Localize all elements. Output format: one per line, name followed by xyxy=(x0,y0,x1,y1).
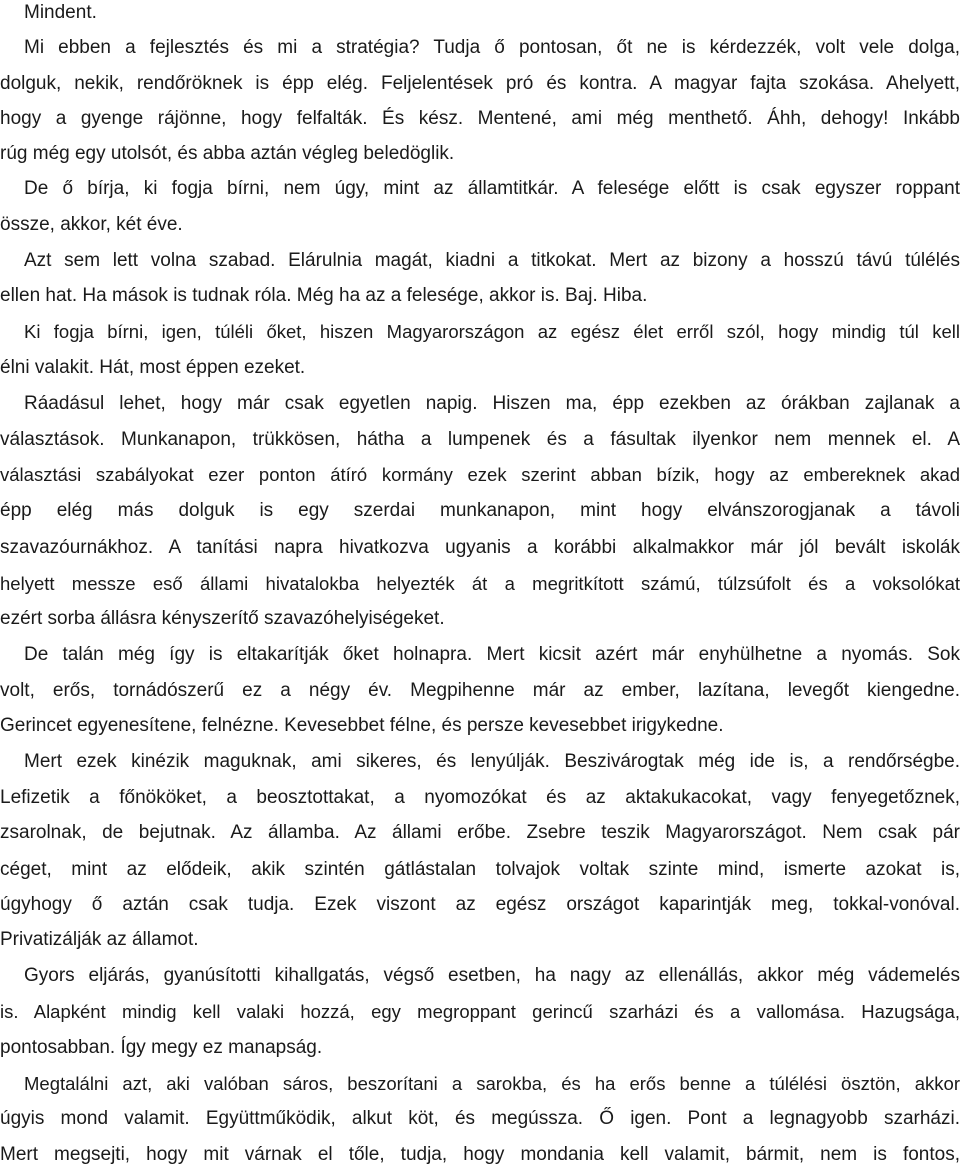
text-line: zsarolnak, de bejutnak. Az államba. Az állami erőbe. Zsebre teszik Magyarországot. Nem csak pár xyxy=(0,822,960,843)
text-line: élni valakit. Hát, most éppen ezeket. xyxy=(0,357,306,378)
text-line: Megtalálni azt, aki valóban sáros, beszorítani a sarokba, és ha erős benne a túlélési ösztön, akkor xyxy=(24,1073,960,1094)
text-line: rúg még egy utolsót, és abba aztán végleg beledöglik. xyxy=(0,143,455,164)
text-line: Lefizetik a főnököket, a beosztottakat, a nyomozókat és az aktakukacokat, vagy fenyegetőznek, xyxy=(0,787,960,808)
text-line: Privatizálják az államot. xyxy=(0,929,199,950)
text-line: Gerincet egyenesítene, felnézne. Kevesebbet félne, és persze kevesebbet irigykedne. xyxy=(0,715,724,736)
text-line: De ő bírja, ki fogja bírni, nem úgy, mint az államtitkár. A felesége előtt is csak egyszer roppant xyxy=(24,178,960,199)
text-line: úgyhogy ő aztán csak tudja. Ezek viszont az egész országot kaparintják meg, tokkal-vonóval. xyxy=(0,894,960,915)
text-line: épp elég más dolguk is egy szerdai munkanapon, mint hogy elvánszorogjanak a távoli xyxy=(0,500,960,521)
text-line: helyett messze eső állami hivatalokba helyezték át a megritkított számú, túlzsúfolt és a voksolókat xyxy=(0,573,960,594)
text-line: hogy a gyenge rájönne, hogy felfalták. És kész. Mentené, ami még menthető. Áhh, dehogy! Inkább xyxy=(0,108,960,129)
text-line: ellen hat. Ha mások is tudnak róla. Még ha az a felesége, akkor is. Baj. Hiba. xyxy=(0,285,648,306)
text-line: úgyis mond valamit. Együttműködik, alkut köt, és megússza. Ő igen. Pont a legnagyobb szarházi. xyxy=(0,1108,960,1129)
text-line: volt, erős, tornádószerű ez a négy év. Megpihenne már az ember, lazítana, levegőt kiengedne. xyxy=(0,680,960,701)
text-line: Mert megsejti, hogy mit várnak el tőle, tudja, hogy mondania kell valamit, bármit, nem is fontos, xyxy=(0,1144,960,1165)
text-line: össze, akkor, két éve. xyxy=(0,214,183,235)
text-line: Gyors eljárás, gyanúsítotti kihallgatás, végső esetben, ha nagy az ellenállás, akkor még vádemelés xyxy=(24,965,960,986)
text-line: pontosabban. Így megy ez manapság. xyxy=(0,1037,323,1058)
text-line: De talán még így is eltakarítják őket holnapra. Mert kicsit azért már enyhülhetne a nyomás. Sok xyxy=(24,644,960,665)
text-line: választási szabályokat ezer ponton átíró kormány ezek szerint abban bízik, hogy az embereknek akad xyxy=(0,464,960,485)
text-line: Ki fogja bírni, igen, túléli őket, hiszen Magyarországon az egész élet erről szól, hogy mindig túl kell xyxy=(24,321,960,342)
text-line: Mert ezek kinézik maguknak, ami sikeres, és lenyúlják. Beszivárogtak még ide is, a rendőrségbe. xyxy=(24,751,960,772)
text-line: Mi ebben a fejlesztés és mi a stratégia? Tudja ő pontosan, őt ne is kérdezzék, volt vele dolga, xyxy=(24,37,960,58)
text-line: céget, mint az elődeik, akik szintén gátlástalan tolvajok voltak szinte mind, ismerte azokat is, xyxy=(0,859,960,880)
text-line: is. Alapként mindig kell valaki hozzá, egy megroppant gerincű szarházi és a vallomása. Hazugsága, xyxy=(0,1001,960,1022)
text-line: dolguk, nekik, rendőröknek is épp elég. Feljelentések pró és kontra. A magyar fajta szokása. Ahelyett, xyxy=(0,73,960,94)
text-line: Mindent. xyxy=(24,2,97,23)
text-line: Azt sem lett volna szabad. Elárulnia magát, kiadni a titkokat. Mert az bizony a hosszú távú túlélés xyxy=(24,250,960,271)
text-line: szavazóurnákhoz. A tanítási napra hivatkozva ugyanis a korábbi alkalmakkor már jól bevált iskolák xyxy=(0,537,960,558)
text-line: ezért sorba állásra kényszerítő szavazóhelyiségeket. xyxy=(0,608,445,629)
text-line: választások. Munkanapon, trükkösen, hátha a lumpenek és a fásultak ilyenkor nem mennek el. A xyxy=(0,429,960,450)
text-line: Ráadásul lehet, hogy már csak egyetlen napig. Hiszen ma, épp ezekben az órákban zajlanak a xyxy=(24,393,960,414)
